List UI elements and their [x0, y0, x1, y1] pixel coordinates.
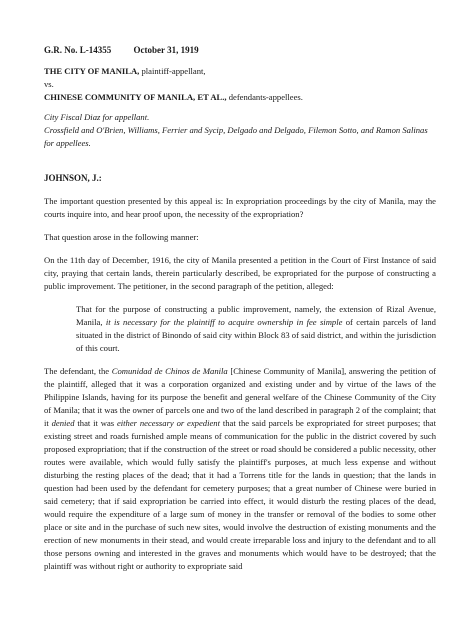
answer-emphasis-1: Comunidad de Chinos de Manila: [111, 366, 228, 376]
quote-text-1: That for the purpose of constructing a public improvement, namely, the extension of Rizal Avenue, Manila,: [76, 304, 436, 327]
answer-text-2: [Chinese Community of Manila], answering the petition of the plaintiff, alleged that it was a corporation organized and existing under and by virtue of the laws of the Philippine Islands, having for its purpose the benefit and general welfare of the Chinese Community of the City of Manila; that it was the owner of parcels one and two of the land described in paragraph 2 of the complaint; that it: [44, 366, 436, 428]
answer-emphasis-2: denied: [51, 418, 75, 428]
answer-text-4: that the said parcels be expropriated for street purposes; that existing street and roads furnished ample means of communication for the public in the district covered by such proposed expropriation; that if the construction of the street or road should be considered a public necessity, other routes were available, which would fully satisfy the plaintiff's purposes, at much less expense and without disturbing the resting places of the dead; that it had a Torrens title for the lands in question; that the lands in question had been used by the defendant for cemetery purposes; that a great number of Chinese were buried in said cemetery; that if said expropriation be carried into effect, it would disturb the resting places of the dead, would require the expenditure of a large sum of money in the transfer or removal of the bodies to some other place or site and in the purchase of such new sites, would involve the destruction of existing monuments and the erection of new monuments in their stead, and would create irreparable loss and injury to the defendant and to all those persons owning and interested in the graves and monuments which would have to be destroyed; that the plaintiff was without right or authority to expropriate said: [44, 418, 436, 571]
paragraph-petition: On the 11th day of December, 1916, the city of Manila presented a petition in the Court of First Instance of said city, praying that certain lands, therein particularly described, be expropriated for the purpose of constructing a public improvement. The petitioner, in the second paragraph of the petition, alleged:: [44, 255, 436, 291]
plaintiff-line: [44, 65, 436, 78]
appellant-counsel: City Fiscal Diaz for appellant.: [44, 112, 150, 122]
ponente: JOHNSON, J.:: [44, 173, 102, 183]
quote-text-2: of certain parcels of land situated in the district of Binondo of said city within Block 83 of said district, and within the jurisdiction of this court.: [76, 317, 436, 353]
quote-emphasis: it is necessary for the plaintiff to acquire ownership in fee simple: [105, 317, 343, 327]
block-quote: [76, 303, 436, 355]
defendant-line: [44, 91, 436, 104]
paragraph-answer: [44, 365, 436, 573]
answer-text-3: that it was: [74, 418, 117, 428]
answer-text-1: The defendant, the: [44, 366, 112, 376]
paragraph-issue: The important question presented by this appeal is: In expropriation proceedings by the city of Manila, may the courts inquire into, and hear proof upon, the necessity of the expropriation?: [44, 196, 436, 219]
case-number: G.R. No. L-14355: [44, 45, 112, 55]
answer-emphasis-3: either necessary or expedient: [116, 418, 220, 428]
decision-date: October 31, 1919: [133, 45, 199, 55]
defendant-role: defendants-appellees.: [226, 92, 303, 102]
counsel-block: [44, 111, 436, 150]
paragraph-intro: That question arose in the following manner:: [44, 232, 199, 242]
appellees-counsel: Crossfield and O'Brien, Williams, Ferrier and Sycip, Delgado and Delgado, Filemon Sotto, and Ramon Salinas for appellees.: [44, 125, 428, 148]
case-header: [44, 44, 436, 57]
versus-label: vs.: [44, 79, 54, 89]
plaintiff-role: plaintiff-appellant,: [139, 66, 206, 76]
plaintiff-name: THE CITY OF MANILA,: [44, 66, 140, 76]
defendant-name: CHINESE COMMUNITY OF MANILA, ET AL.,: [44, 92, 227, 102]
